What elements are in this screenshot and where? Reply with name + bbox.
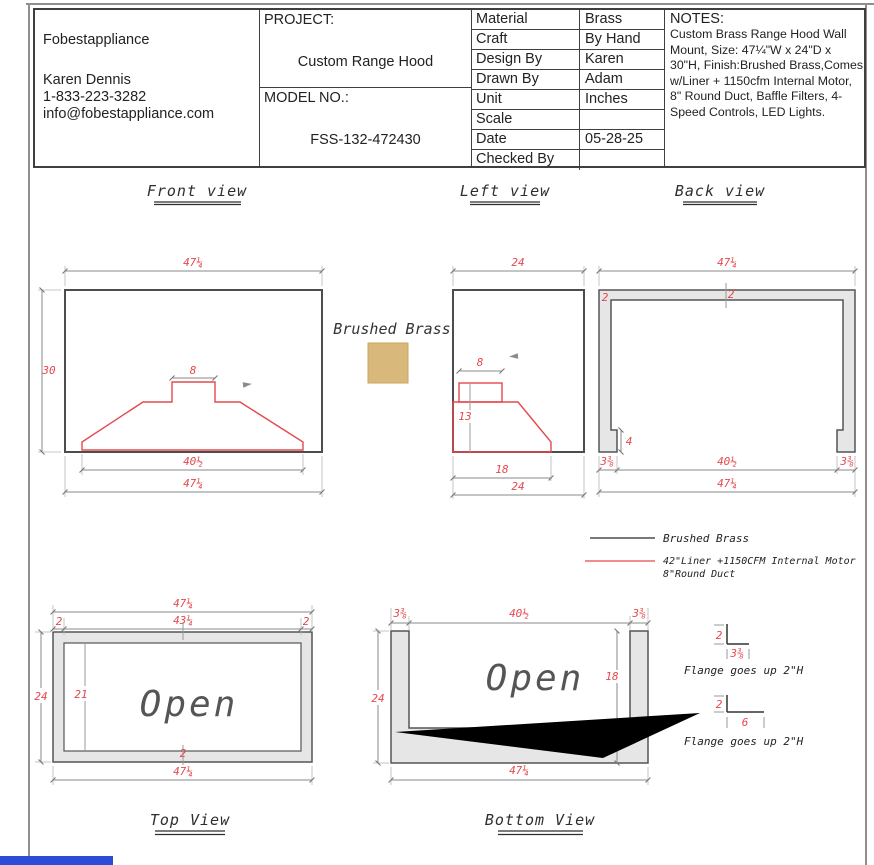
notes-label: NOTES:	[670, 11, 724, 27]
table-row	[472, 70, 664, 90]
field-value: Inches	[585, 91, 628, 107]
table-row	[472, 130, 664, 150]
dim-label: 13	[458, 410, 472, 423]
dim-label: 43¼	[173, 614, 193, 627]
field-label: Material	[472, 10, 580, 30]
project-model-cell	[260, 10, 472, 166]
drawing-area	[33, 168, 866, 865]
dim-label: 2	[55, 615, 63, 628]
dim-label: 40½	[509, 607, 529, 620]
legend-label-liner: 42"Liner +1150CFM Internal Motor	[663, 556, 856, 567]
table-row	[472, 30, 664, 50]
dim-label: 18	[495, 463, 509, 476]
dim-label: 2	[715, 698, 723, 711]
back-view-title: Back view	[674, 182, 766, 200]
front-view	[38, 182, 322, 497]
model-cell	[260, 88, 471, 166]
table-row	[472, 150, 664, 170]
field-value: By Hand	[585, 31, 641, 47]
model-value: FSS-132-472430	[310, 132, 421, 148]
legend-label-brass: Brushed Brass	[663, 532, 750, 545]
dim-label: 18	[605, 670, 619, 683]
field-label: Drawn By	[472, 70, 580, 90]
field-value	[580, 110, 664, 131]
dim-label: 3⅜	[730, 647, 744, 660]
bottom-view	[371, 607, 714, 835]
field-label: Scale	[472, 110, 580, 130]
dim-label: 47¼	[183, 256, 203, 269]
field-label: Craft	[472, 30, 580, 50]
dim-label: 24	[371, 692, 385, 705]
open-label: Open	[139, 684, 239, 725]
back-view	[599, 182, 855, 497]
dim-label: 2	[179, 747, 187, 760]
sheet-left-margin-line	[28, 3, 30, 865]
field-value: Brass	[585, 11, 623, 27]
project-value: Custom Range Hood	[297, 54, 434, 70]
field-value: Karen	[585, 51, 624, 67]
company-name: Fobestappliance	[43, 32, 150, 48]
dim-label: 47¼	[509, 764, 529, 777]
table-row	[472, 10, 664, 30]
dim-label: 6	[741, 716, 749, 729]
fields-table	[472, 10, 665, 166]
dim-label: 2	[715, 629, 723, 642]
dim-label: 3⅜	[632, 607, 646, 620]
flange-note: Flange goes up 2"H	[684, 664, 804, 677]
left-view	[453, 182, 584, 499]
dim-label: 24	[34, 690, 48, 703]
project-label: PROJECT:	[264, 12, 335, 28]
dim-label: 30	[42, 364, 56, 377]
project-cell	[260, 10, 471, 88]
dim-label: 2	[601, 291, 609, 304]
dim-label: 47¼	[173, 597, 193, 610]
dim-label: 3⅜	[840, 455, 854, 468]
dim-label: 2	[302, 615, 310, 628]
legend-label-duct: 8"Round Duct	[663, 569, 736, 580]
brass-swatch	[368, 343, 408, 383]
contact-name: Karen Dennis	[43, 72, 131, 88]
back-frame-outline	[599, 290, 855, 452]
dim-label: 2	[727, 288, 735, 301]
field-label: Date	[472, 130, 580, 150]
dim-label: 4	[625, 435, 633, 448]
sheet-top-margin-line	[26, 3, 874, 5]
bottom-blue-strip	[0, 856, 113, 865]
dim-label: 8	[476, 356, 484, 369]
dim-label: 21	[74, 688, 88, 701]
dim-label: 3⅜	[393, 607, 407, 620]
field-value: 05-28-25	[585, 131, 644, 147]
dim-label: 3⅜	[600, 455, 614, 468]
dim-label: 24	[511, 480, 525, 493]
flange-detail-1	[684, 624, 804, 677]
open-label: Open	[485, 658, 585, 699]
field-label: Design By	[472, 50, 580, 70]
front-view-title: Front view	[146, 182, 248, 200]
drawing-canvas	[33, 168, 866, 865]
dim-label: 47¼	[717, 256, 737, 269]
field-label: Checked By	[472, 150, 580, 170]
dim-label: 24	[511, 256, 525, 269]
material-callout-label: Brushed Brass	[333, 320, 451, 338]
field-label: Unit	[472, 90, 580, 110]
company-info-cell	[35, 10, 260, 166]
flange-leader-1	[640, 636, 714, 657]
model-label: MODEL NO.:	[264, 90, 349, 106]
notes-cell	[665, 10, 868, 166]
left-view-title: Left view	[459, 182, 551, 200]
dim-label: 47¼	[183, 477, 203, 490]
top-view	[34, 597, 312, 835]
flange-detail-2	[684, 695, 804, 748]
dim-label: 47¼	[717, 477, 737, 490]
dim-label: 40½	[183, 455, 203, 468]
top-view-title: Top View	[149, 811, 231, 829]
dim-label: 8	[189, 364, 197, 377]
dim-label: 47¼	[173, 765, 193, 778]
field-value: Adam	[585, 71, 623, 87]
notes-text: Custom Brass Range Hood Wall Mount, Size: 47¼"W x 24"D x 30"H, Finish:Brushed Brass,Comes w/Liner + 1150cfm Internal Motor, 8" Round Duct, Baffle Filters, 4-Speed Controls, LED Lights.	[670, 27, 863, 119]
flange-note: Flange goes up 2"H	[684, 735, 804, 748]
bottom-view-title: Bottom View	[484, 811, 596, 829]
contact-phone: 1-833-223-3282	[43, 89, 147, 105]
contact-email: info@fobestappliance.com	[43, 106, 215, 122]
legend	[585, 532, 856, 580]
title-block	[33, 8, 866, 168]
table-row	[472, 110, 664, 130]
dim-label: 40½	[717, 455, 737, 468]
table-row	[472, 50, 664, 70]
table-row	[472, 90, 664, 110]
